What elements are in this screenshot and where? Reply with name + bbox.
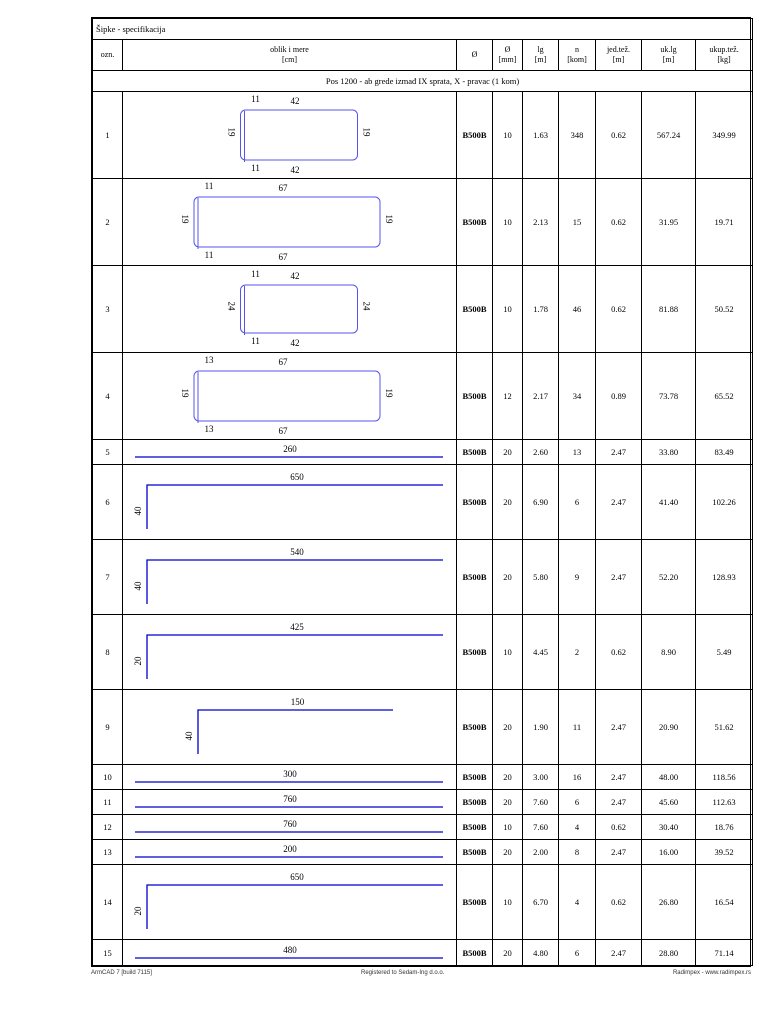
- footer-registration: Registered to Sedam-Ing d.o.o.: [361, 970, 445, 976]
- row-total-length: 48.00: [642, 765, 696, 790]
- bar-shape-drawing: [123, 815, 457, 839]
- bar-shape-drawing: [123, 440, 457, 464]
- row-count: 6: [559, 465, 596, 540]
- table-row: [93, 865, 753, 940]
- leg-length-label: 40: [184, 731, 194, 741]
- row-count: 6: [559, 790, 596, 815]
- row-shape: [123, 940, 457, 966]
- row-total-weight: 5.49: [696, 615, 753, 690]
- row-mark: 2: [93, 179, 123, 266]
- row-diameter: 20: [493, 540, 523, 615]
- table-row: [93, 840, 753, 865]
- row-count: 13: [559, 440, 596, 465]
- row-unit-weight: 2.47: [596, 465, 642, 540]
- row-mark: 5: [93, 440, 123, 465]
- stirrup-width-top: 42: [290, 271, 300, 281]
- row-steel-grade: B500B: [457, 92, 493, 179]
- row-diameter: 10: [493, 179, 523, 266]
- row-bar-length: 3.00: [523, 765, 559, 790]
- row-shape: [123, 690, 457, 765]
- row-total-weight: 83.49: [696, 440, 753, 465]
- bar-length-label: 150: [290, 697, 305, 707]
- leg-length-label: 40: [133, 581, 143, 591]
- row-mark: 9: [93, 690, 123, 765]
- table-row: [93, 92, 753, 179]
- row-unit-weight: 0.62: [596, 179, 642, 266]
- bar-length-label: 200: [283, 844, 297, 854]
- row-steel-grade: B500B: [457, 940, 493, 966]
- row-diameter: 12: [493, 353, 523, 440]
- table-row: [93, 815, 753, 840]
- bar-length-label: 760: [283, 794, 297, 804]
- bent-bar: [147, 485, 443, 529]
- row-steel-grade: B500B: [457, 840, 493, 865]
- row-bar-length: 2.00: [523, 840, 559, 865]
- stirrup-width-bottom: 67: [278, 426, 288, 436]
- table-row: [93, 615, 753, 690]
- row-unit-weight: 2.47: [596, 690, 642, 765]
- row-mark: 3: [93, 266, 123, 353]
- row-mark: 14: [93, 865, 123, 940]
- row-unit-weight: 2.47: [596, 765, 642, 790]
- row-shape: [123, 765, 457, 790]
- footer-software: ArmCAD 7 [build 7115]: [91, 970, 152, 976]
- stirrup-height-left: 19: [180, 214, 190, 224]
- row-mark: 8: [93, 615, 123, 690]
- row-unit-weight: 0.62: [596, 865, 642, 940]
- row-shape: [123, 440, 457, 465]
- row-diameter: 20: [493, 690, 523, 765]
- stirrup-hook-top: 11: [251, 94, 260, 104]
- bar-shape-drawing: [123, 940, 457, 965]
- row-total-length: 31.95: [642, 179, 696, 266]
- row-shape: [123, 615, 457, 690]
- header-ozn: ozn.: [93, 40, 123, 71]
- bar-shape-drawing: [123, 840, 457, 864]
- bar-shape-drawing: [123, 615, 457, 689]
- stirrup-hook-bottom: 13: [204, 424, 214, 434]
- row-total-weight: 349.99: [696, 92, 753, 179]
- stirrup-hook-bottom: 11: [251, 163, 260, 173]
- header-diameter: Ø [mm]: [493, 40, 523, 71]
- row-unit-weight: 2.47: [596, 790, 642, 815]
- table-title: Šipke - specifikacija: [93, 19, 753, 40]
- specification-sheet: [91, 17, 751, 967]
- row-unit-weight: 2.47: [596, 940, 642, 966]
- row-bar-length: 2.13: [523, 179, 559, 266]
- row-total-length: 26.80: [642, 865, 696, 940]
- bar-length-label: 650: [290, 472, 304, 482]
- row-steel-grade: B500B: [457, 815, 493, 840]
- bar-shape-drawing: [123, 266, 457, 352]
- row-diameter: 20: [493, 840, 523, 865]
- row-total-weight: 39.52: [696, 840, 753, 865]
- bar-schedule-table: [92, 18, 753, 966]
- row-total-length: 41.40: [642, 465, 696, 540]
- table-row: [93, 940, 753, 966]
- row-bar-length: 7.60: [523, 815, 559, 840]
- stirrup-hook-top: 11: [251, 269, 260, 279]
- header-total-weight: ukup.tež. [kg]: [696, 40, 753, 71]
- row-total-weight: 18.76: [696, 815, 753, 840]
- row-count: 16: [559, 765, 596, 790]
- row-steel-grade: B500B: [457, 440, 493, 465]
- bar-shape-drawing: [123, 179, 457, 265]
- row-total-weight: 128.93: [696, 540, 753, 615]
- row-mark: 6: [93, 465, 123, 540]
- schedule-rows: [93, 92, 753, 966]
- bar-length-label: 650: [290, 872, 304, 882]
- row-shape: [123, 266, 457, 353]
- row-unit-weight: 2.47: [596, 840, 642, 865]
- header-length: lg [m]: [523, 40, 559, 71]
- row-shape: [123, 840, 457, 865]
- row-count: 348: [559, 92, 596, 179]
- row-shape: [123, 179, 457, 266]
- row-diameter: 20: [493, 765, 523, 790]
- leg-length-label: 20: [133, 656, 143, 666]
- row-mark: 12: [93, 815, 123, 840]
- row-bar-length: 2.60: [523, 440, 559, 465]
- row-diameter: 10: [493, 865, 523, 940]
- row-total-length: 33.80: [642, 440, 696, 465]
- row-unit-weight: 0.62: [596, 815, 642, 840]
- row-count: 9: [559, 540, 596, 615]
- row-total-weight: 50.52: [696, 266, 753, 353]
- row-mark: 13: [93, 840, 123, 865]
- stirrup-width-top: 67: [278, 183, 288, 193]
- row-steel-grade: B500B: [457, 615, 493, 690]
- bar-length-label: 760: [283, 819, 297, 829]
- stirrup-hook-top: 11: [204, 181, 214, 191]
- stirrup-width-top: 42: [290, 96, 300, 106]
- stirrup-width-bottom: 42: [290, 165, 300, 175]
- row-diameter: 10: [493, 92, 523, 179]
- bar-shape-drawing: [123, 540, 457, 614]
- row-total-length: 8.90: [642, 615, 696, 690]
- stirrup-height-left: 19: [180, 388, 190, 398]
- stirrup-width-bottom: 67: [278, 252, 288, 262]
- row-unit-weight: 0.62: [596, 92, 642, 179]
- row-count: 15: [559, 179, 596, 266]
- table-row: [93, 465, 753, 540]
- stirrup-height-right: 19: [361, 127, 372, 137]
- bar-length-label: 540: [290, 547, 304, 557]
- row-total-length: 567.24: [642, 92, 696, 179]
- row-total-weight: 51.62: [696, 690, 753, 765]
- row-bar-length: 6.70: [523, 865, 559, 940]
- bar-shape-drawing: [123, 790, 457, 814]
- bent-bar: [147, 885, 443, 929]
- stirrup-hook-bottom: 11: [251, 336, 260, 346]
- row-total-weight: 16.54: [696, 865, 753, 940]
- row-bar-length: 1.90: [523, 690, 559, 765]
- row-unit-weight: 0.89: [596, 353, 642, 440]
- row-total-length: 30.40: [642, 815, 696, 840]
- row-mark: 10: [93, 765, 123, 790]
- stirrup-width-top: 67: [278, 357, 288, 367]
- row-mark: 15: [93, 940, 123, 966]
- row-steel-grade: B500B: [457, 266, 493, 353]
- stirrup-height-right: 19: [384, 214, 394, 224]
- row-shape: [123, 353, 457, 440]
- bar-length-label: 260: [283, 444, 297, 454]
- row-diameter: 10: [493, 815, 523, 840]
- table-row: [93, 540, 753, 615]
- row-bar-length: 4.80: [523, 940, 559, 966]
- row-total-length: 73.78: [642, 353, 696, 440]
- row-diameter: 20: [493, 440, 523, 465]
- leg-length-label: 20: [133, 906, 143, 916]
- row-count: 34: [559, 353, 596, 440]
- row-diameter: 10: [493, 266, 523, 353]
- row-diameter: 20: [493, 465, 523, 540]
- table-row: [93, 266, 753, 353]
- row-diameter: 10: [493, 615, 523, 690]
- row-unit-weight: 2.47: [596, 440, 642, 465]
- stirrup-height-right: 19: [384, 388, 394, 398]
- row-bar-length: 2.17: [523, 353, 559, 440]
- row-shape: [123, 865, 457, 940]
- row-bar-length: 1.63: [523, 92, 559, 179]
- row-count: 46: [559, 266, 596, 353]
- row-bar-length: 7.60: [523, 790, 559, 815]
- row-steel-grade: B500B: [457, 540, 493, 615]
- row-count: 4: [559, 865, 596, 940]
- row-unit-weight: 0.62: [596, 266, 642, 353]
- stirrup-height-right: 24: [361, 301, 372, 311]
- row-unit-weight: 2.47: [596, 540, 642, 615]
- bar-shape-drawing: [123, 92, 457, 178]
- row-bar-length: 4.45: [523, 615, 559, 690]
- header-unit-weight: jed.tež. [m]: [596, 40, 642, 71]
- row-count: 11: [559, 690, 596, 765]
- row-count: 6: [559, 940, 596, 966]
- bar-shape-drawing: [123, 690, 457, 764]
- bar-length-label: 480: [283, 945, 297, 955]
- row-total-weight: 71.14: [696, 940, 753, 966]
- row-total-weight: 102.26: [696, 465, 753, 540]
- bent-bar: [147, 560, 443, 604]
- bent-bar: [198, 710, 393, 754]
- bar-length-label: 300: [283, 769, 297, 779]
- row-mark: 11: [93, 790, 123, 815]
- row-total-weight: 65.52: [696, 353, 753, 440]
- stirrup-height-left: 24: [226, 301, 237, 311]
- header-total-length: uk.lg [m]: [642, 40, 696, 71]
- row-diameter: 20: [493, 940, 523, 966]
- header-grade: Ø: [457, 40, 493, 71]
- row-total-length: 45.60: [642, 790, 696, 815]
- row-total-length: 20.90: [642, 690, 696, 765]
- row-unit-weight: 0.62: [596, 615, 642, 690]
- row-steel-grade: B500B: [457, 690, 493, 765]
- stirrup-outline: [194, 371, 380, 421]
- row-steel-grade: B500B: [457, 790, 493, 815]
- row-count: 2: [559, 615, 596, 690]
- row-shape: [123, 465, 457, 540]
- row-count: 4: [559, 815, 596, 840]
- row-total-weight: 112.63: [696, 790, 753, 815]
- row-mark: 1: [93, 92, 123, 179]
- row-mark: 4: [93, 353, 123, 440]
- bar-shape-drawing: [123, 865, 457, 939]
- row-total-length: 52.20: [642, 540, 696, 615]
- table-row: [93, 440, 753, 465]
- bar-shape-drawing: [123, 353, 457, 439]
- row-bar-length: 5.80: [523, 540, 559, 615]
- row-total-weight: 19.71: [696, 179, 753, 266]
- row-steel-grade: B500B: [457, 865, 493, 940]
- bar-shape-drawing: [123, 465, 457, 539]
- stirrup-outline: [194, 197, 380, 247]
- bar-length-label: 425: [290, 622, 304, 632]
- bar-shape-drawing: [123, 765, 457, 789]
- row-total-length: 28.80: [642, 940, 696, 966]
- stirrup-hook-bottom: 11: [204, 250, 214, 260]
- stirrup-outline: [241, 285, 358, 333]
- header-count: n [kom]: [559, 40, 596, 71]
- row-total-weight: 118.56: [696, 765, 753, 790]
- row-mark: 7: [93, 540, 123, 615]
- bent-bar: [147, 635, 443, 679]
- table-row: [93, 353, 753, 440]
- row-total-length: 16.00: [642, 840, 696, 865]
- row-shape: [123, 790, 457, 815]
- row-steel-grade: B500B: [457, 179, 493, 266]
- stirrup-width-bottom: 42: [290, 338, 300, 348]
- table-row: [93, 790, 753, 815]
- stirrup-height-left: 19: [226, 127, 237, 137]
- row-shape: [123, 540, 457, 615]
- table-row: [93, 179, 753, 266]
- table-row: [93, 690, 753, 765]
- stirrup-outline: [241, 110, 358, 160]
- row-steel-grade: B500B: [457, 765, 493, 790]
- table-row: [93, 765, 753, 790]
- row-shape: [123, 92, 457, 179]
- row-bar-length: 1.78: [523, 266, 559, 353]
- row-bar-length: 6.90: [523, 465, 559, 540]
- row-shape: [123, 815, 457, 840]
- stirrup-hook-top: 13: [204, 355, 214, 365]
- row-steel-grade: B500B: [457, 353, 493, 440]
- row-diameter: 20: [493, 790, 523, 815]
- row-count: 8: [559, 840, 596, 865]
- row-total-length: 81.88: [642, 266, 696, 353]
- position-title: Pos 1200 - ab grede izmađ IX sprata, X - pravac (1 kom): [93, 71, 753, 92]
- leg-length-label: 40: [133, 506, 143, 516]
- footer-vendor: Radimpex - www.radimpex.rs: [672, 970, 751, 976]
- header-shape: oblik i mere [cm]: [123, 40, 457, 71]
- header-row: [93, 40, 753, 71]
- row-steel-grade: B500B: [457, 465, 493, 540]
